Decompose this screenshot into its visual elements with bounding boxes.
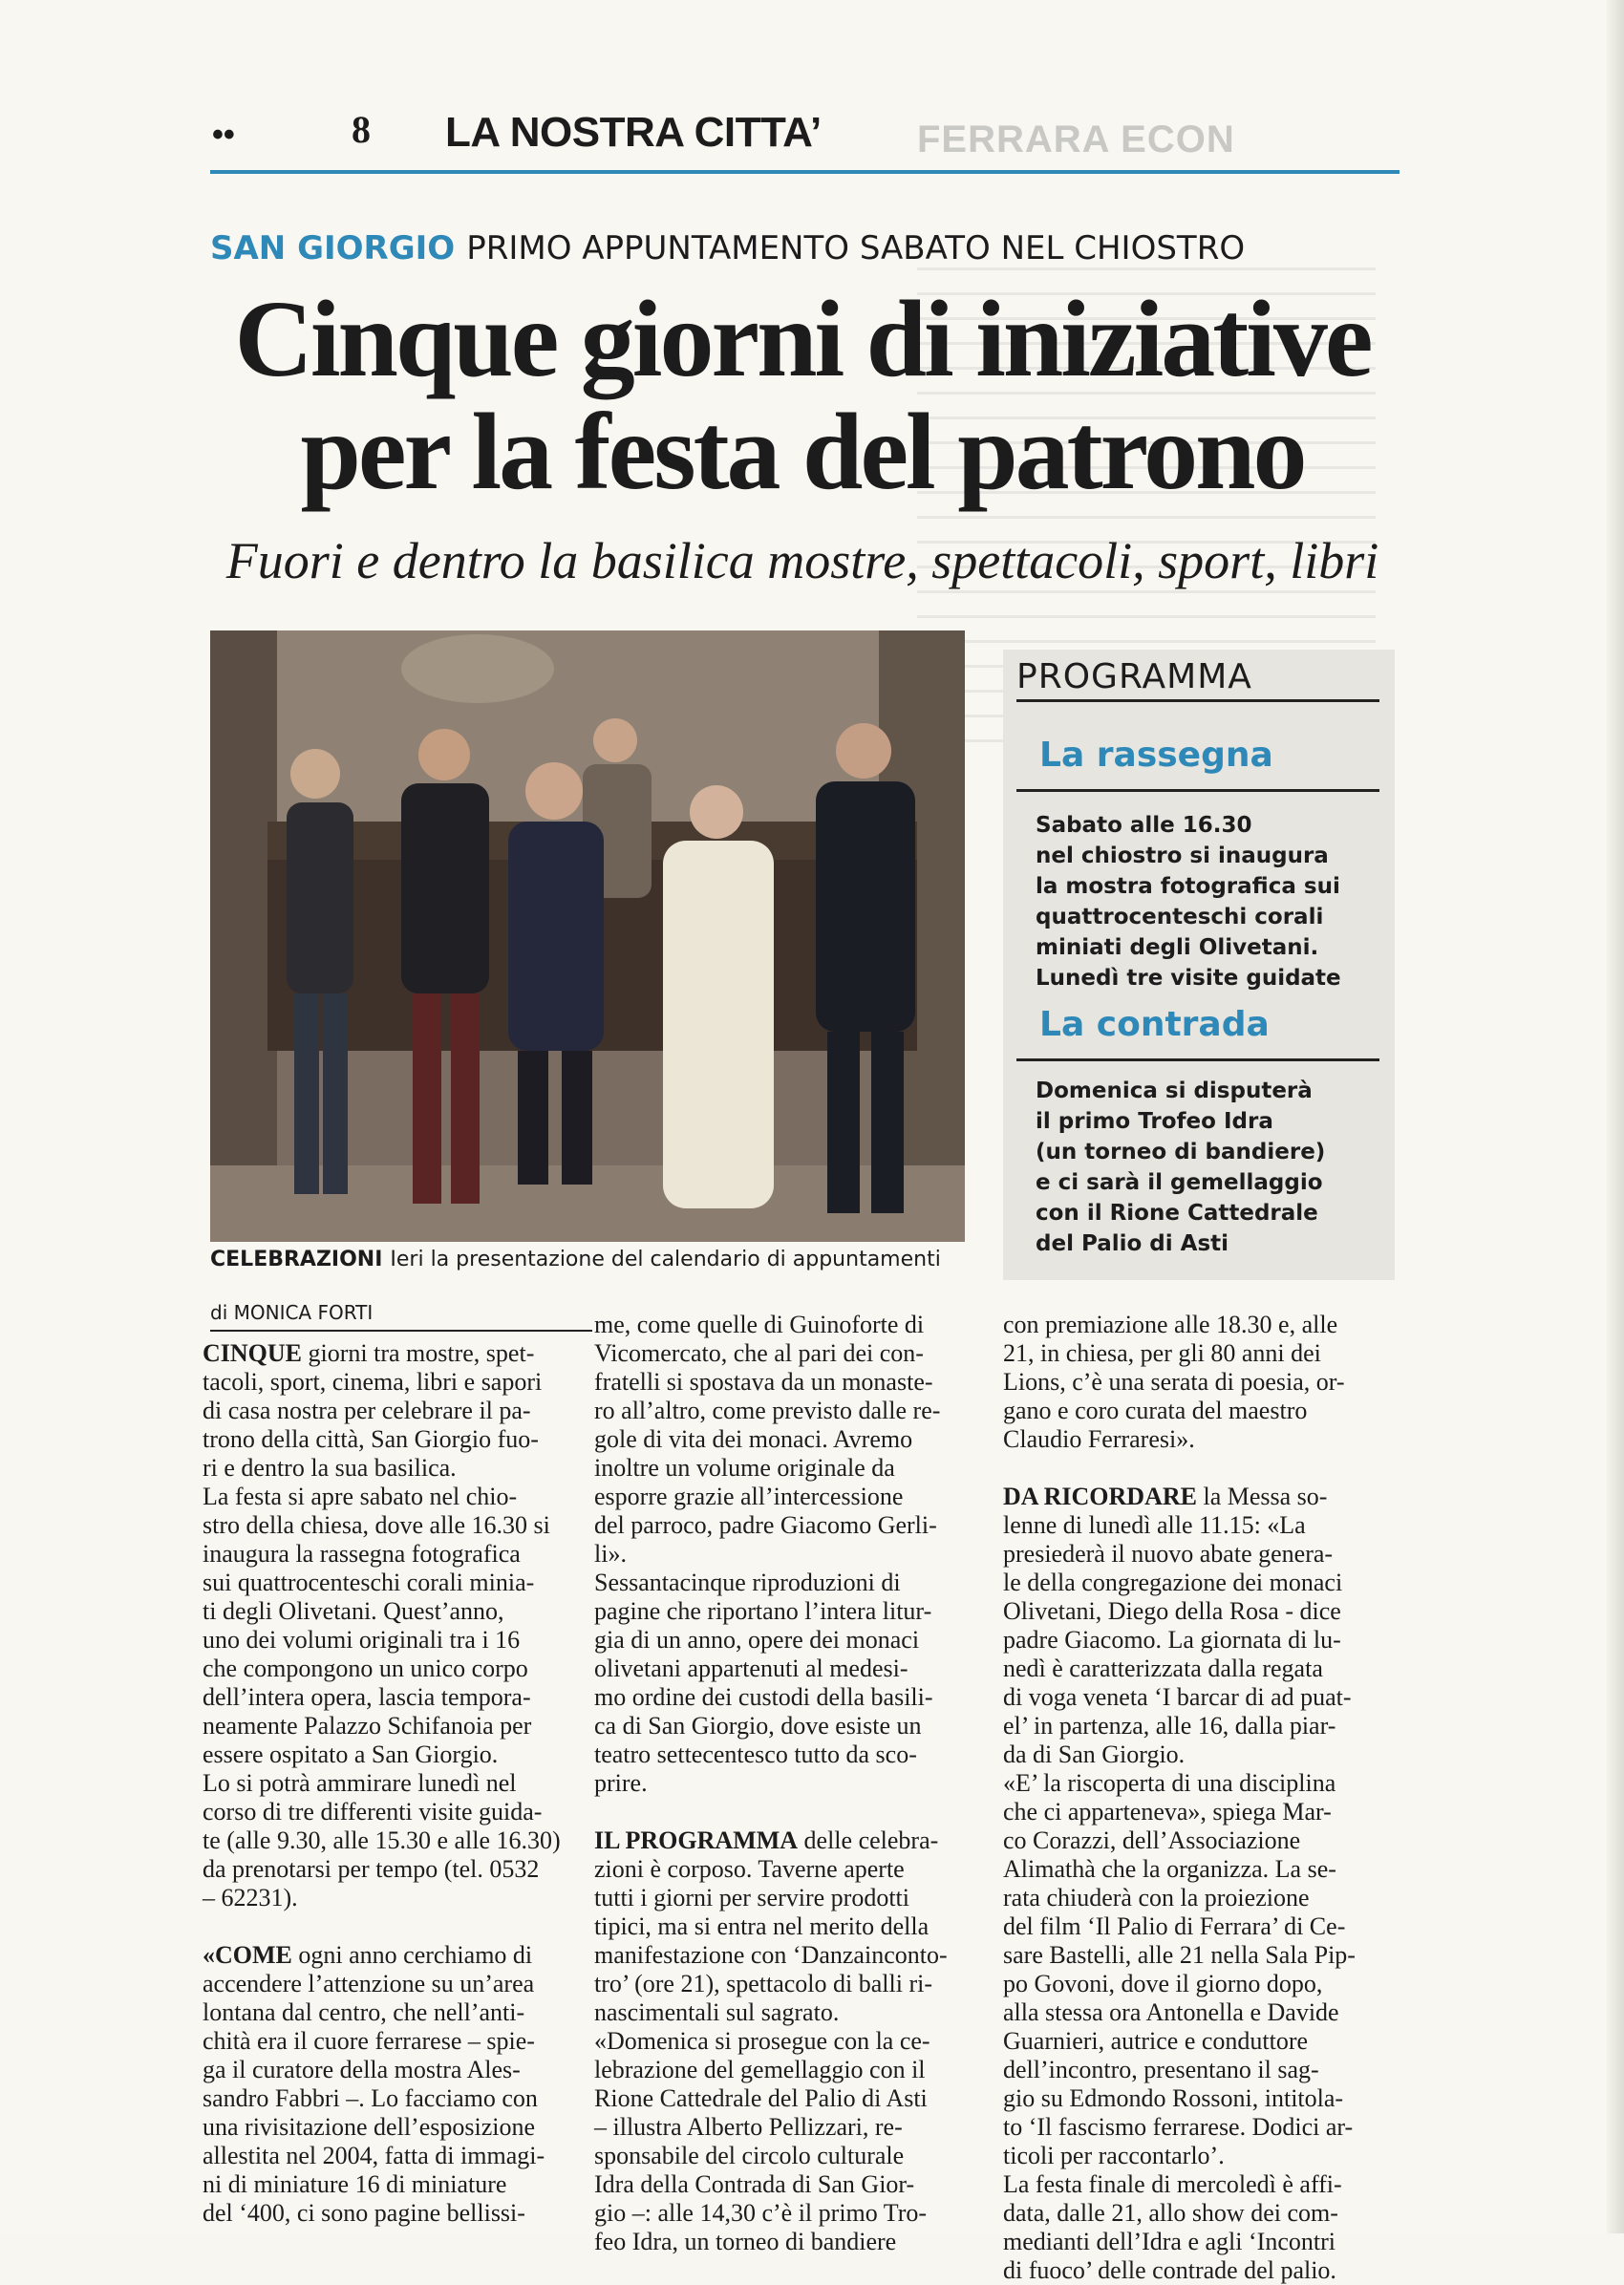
contrada-line: (un torneo di bandiere)	[1036, 1140, 1326, 1164]
line-text: essere ospitato a San Giorgio.	[203, 1740, 499, 1768]
article-line	[594, 1912, 962, 1941]
article-line	[1003, 1798, 1371, 1826]
line-text: – 62231).	[203, 1884, 298, 1911]
kicker-text: PRIMO APPUNTAMENTO SABATO NEL CHIOSTRO	[466, 229, 1246, 267]
line-text: tutti i giorni per servire prodotti	[594, 1884, 909, 1911]
article-line	[203, 2170, 566, 2199]
rassegna-line: quattrocenteschi corali	[1036, 905, 1324, 929]
section-title-rassegna: La rassegna	[1039, 736, 1273, 775]
contrada-line: del Palio di Asti	[1036, 1231, 1229, 1256]
contrada-text	[1036, 1076, 1389, 1259]
caption-label: CELEBRAZIONI	[210, 1248, 383, 1271]
line-text: corso di tre differenti visite guida-	[203, 1798, 543, 1826]
article-line	[203, 1941, 566, 1970]
line-text: stro della chiesa, dove alle 16.30 si	[203, 1511, 550, 1539]
line-text: inaugura la rassegna fotografica	[203, 1540, 521, 1568]
article-paragraph	[594, 1311, 962, 1569]
line-text: pagine che riportano l’intera litur-	[594, 1597, 932, 1625]
section-title: LA NOSTRA CITTA’	[445, 109, 822, 156]
line-text: ti degli Olivetani. Quest’anno,	[203, 1597, 504, 1625]
byline-rule	[210, 1330, 592, 1332]
rassegna-rule	[1016, 789, 1379, 792]
line-text: dell’intera opera, lascia tempora-	[203, 1683, 531, 1711]
line-text: po Govoni, dove il giorno dopo,	[1003, 1970, 1323, 1997]
article-line	[594, 2199, 962, 2228]
contrada-line: Domenica si disputerà	[1036, 1078, 1313, 1103]
article-line	[203, 1855, 566, 1884]
rassegna-line: nel chiostro si inaugura	[1036, 844, 1329, 868]
article-line	[594, 2056, 962, 2084]
article-line	[203, 1998, 566, 2027]
article-paragraph	[1003, 1311, 1371, 1454]
line-text: me, come quelle di Guinoforte di	[594, 1311, 925, 1338]
article-line	[203, 1483, 566, 1511]
article-column-2	[594, 1311, 962, 2256]
article-line	[1003, 1597, 1371, 1626]
line-text: ga il curatore della mostra Ales-	[203, 2056, 521, 2083]
line-text: gano e coro curata del maestro	[1003, 1397, 1308, 1424]
line-text: con premiazione alle 18.30 e, alle	[1003, 1311, 1338, 1338]
paragraph-lead: IL PROGRAMMA	[594, 1826, 799, 1854]
article-line	[1003, 1712, 1371, 1740]
line-text: el’ in partenza, alle 16, dalla piar-	[1003, 1712, 1336, 1740]
contrada-line: il primo Trofeo Idra	[1036, 1109, 1273, 1134]
line-text: mo ordine dei custodi della basili-	[594, 1683, 933, 1711]
contrada-line: con il Rione Cattedrale	[1036, 1201, 1318, 1226]
article-line	[594, 1483, 962, 1511]
line-text: allestita nel 2004, fatta di immagi-	[203, 2142, 545, 2169]
rassegna-line: Sabato alle 16.30	[1036, 813, 1252, 838]
masthead-dots: ••	[212, 117, 235, 153]
article-line	[594, 1769, 962, 1798]
article-column-1	[203, 1339, 566, 2228]
article-line	[1003, 1683, 1371, 1712]
article-line	[1003, 2170, 1371, 2199]
line-text: alla stessa ora Antonella e Davide	[1003, 1998, 1339, 2026]
line-text: presiederà il nuovo abate genera-	[1003, 1540, 1334, 1568]
line-text: da prenotarsi per tempo (tel. 0532	[203, 1855, 540, 1883]
line-text: La festa finale di mercoledì è affi-	[1003, 2170, 1342, 2198]
line-text: sandro Fabbri –. Lo facciamo con	[203, 2084, 538, 2112]
article-line	[1003, 1397, 1371, 1425]
line-text: tipici, ma si entra nel merito della	[594, 1912, 930, 1940]
rassegna-text	[1036, 810, 1389, 993]
rassegna-line: la mostra fotografica sui	[1036, 874, 1340, 899]
article-line	[203, 2199, 566, 2228]
article-line	[1003, 1970, 1371, 1998]
line-text: Guarnieri, autrice e conduttore	[1003, 2027, 1309, 2055]
programma-box	[1003, 650, 1395, 1280]
article-line	[1003, 1855, 1371, 1884]
article-line	[1003, 1483, 1371, 1511]
article-line	[203, 1540, 566, 1569]
line-text: to ‘Il fascismo ferrarese. Dodici ar-	[1003, 2113, 1354, 2141]
article-line	[594, 1425, 962, 1454]
kicker-location: SAN GIORGIO	[210, 229, 456, 267]
line-text: Alimathà che la organizza. La se-	[1003, 1855, 1336, 1883]
line-text: Sessantacinque riproduzioni di	[594, 1569, 901, 1596]
line-text: gio –: alle 14,30 c’è il primo Tro-	[594, 2199, 928, 2227]
caption-text: Ieri la presentazione del calendario di appuntamenti	[390, 1248, 941, 1271]
masthead-rule	[210, 170, 1400, 174]
article-line	[594, 2142, 962, 2170]
line-text: che ci apparteneva», spiega Mar-	[1003, 1798, 1332, 1826]
line-text: del parroco, padre Giacomo Gerli-	[594, 1511, 937, 1539]
page-number: 8	[352, 108, 371, 151]
line-text: di voga veneta ‘I barcar di ad puat-	[1003, 1683, 1352, 1711]
line-text: delle celebra-	[803, 1826, 939, 1854]
article-line	[594, 2084, 962, 2113]
article-paragraph	[203, 1769, 566, 1912]
section-title-contrada: La contrada	[1039, 1005, 1270, 1044]
article-paragraph	[1003, 1769, 1371, 2170]
article-paragraph	[594, 2027, 962, 2256]
article-line	[203, 2027, 566, 2056]
line-text: da di San Giorgio.	[1003, 1740, 1186, 1768]
article-line	[203, 2084, 566, 2113]
article-line	[594, 1855, 962, 1884]
article-line	[1003, 2027, 1371, 2056]
article-line	[203, 1740, 566, 1769]
paragraph-lead: CINQUE	[203, 1339, 303, 1367]
article-line	[1003, 1769, 1371, 1798]
line-text: uno dei volumi originali tra i 16	[203, 1626, 521, 1654]
article-line	[203, 1397, 566, 1425]
scan-edge-shadow	[1607, 0, 1624, 2233]
article-paragraph	[203, 1941, 566, 2228]
article-paragraph	[203, 1483, 566, 1769]
line-text: neamente Palazzo Schifanoia per	[203, 1712, 532, 1740]
line-text: accendere l’attenzione su un’area	[203, 1970, 535, 1997]
article-line	[1003, 2228, 1371, 2256]
contrada-line: e ci sarà il gemellaggio	[1036, 1170, 1323, 1195]
line-text: Claudio Ferraresi».	[1003, 1425, 1195, 1453]
line-text: tro’ (ore 21), spettacolo di balli ri-	[594, 1970, 933, 1997]
line-text: sare Bastelli, alle 21 nella Sala Pip-	[1003, 1941, 1356, 1969]
article-line	[594, 2170, 962, 2199]
article-line	[1003, 1998, 1371, 2027]
article-line	[203, 1569, 566, 1597]
article-line	[594, 1511, 962, 1540]
line-text: padre Giacomo. La giornata di lu-	[1003, 1626, 1341, 1654]
article-column-3	[1003, 1311, 1371, 2285]
article-line	[203, 2056, 566, 2084]
article-line	[1003, 1826, 1371, 1855]
article-paragraph	[594, 1826, 962, 2027]
article-line	[1003, 1655, 1371, 1683]
line-text: ticoli per raccontarlo’.	[1003, 2142, 1225, 2169]
article-line	[1003, 1569, 1371, 1597]
article-line	[1003, 2113, 1371, 2142]
article-line	[594, 1683, 962, 1712]
line-text: Idra della Contrada di San Gior-	[594, 2170, 915, 2198]
article-line	[203, 1655, 566, 1683]
line-text: che compongono un unico corpo	[203, 1655, 528, 1682]
article-line	[203, 1511, 566, 1540]
line-text: «E’ la riscoperta di una disciplina	[1003, 1769, 1336, 1797]
line-text: li».	[594, 1540, 627, 1568]
article-line	[1003, 2199, 1371, 2228]
article-line	[594, 1454, 962, 1483]
article-line	[1003, 1626, 1371, 1655]
line-text: La festa si apre sabato nel chio-	[203, 1483, 518, 1510]
programma-header: PROGRAMMA	[1016, 657, 1252, 696]
line-text: data, dalle 21, allo show dei com-	[1003, 2199, 1338, 2227]
line-text: teatro settecentesco tutto da sco-	[594, 1740, 917, 1768]
rassegna-line: Lunedì tre visite guidate	[1036, 966, 1341, 991]
article-line	[203, 1884, 566, 1912]
line-text: nedì è caratterizzata dalla regata	[1003, 1655, 1323, 1682]
line-text: ri e dentro la sua basilica.	[203, 1454, 457, 1482]
article-line	[203, 1626, 566, 1655]
article-line	[203, 1683, 566, 1712]
paragraph-lead: DA RICORDARE	[1003, 1483, 1197, 1510]
article-line	[1003, 1740, 1371, 1769]
article-line	[203, 1339, 566, 1368]
article-line	[594, 2113, 962, 2142]
byline: di MONICA FORTI	[210, 1301, 374, 1324]
article-line	[594, 1740, 962, 1769]
article-line	[594, 2228, 962, 2256]
line-text: giorni tra mostre, spet-	[308, 1339, 535, 1367]
article-line	[594, 1712, 962, 1740]
line-text: lebrazione del gemellaggio con il	[594, 2056, 926, 2083]
line-text: Olivetani, Diego della Rosa - dice	[1003, 1597, 1341, 1625]
article-line	[594, 1397, 962, 1425]
line-text: lontana dal centro, che nell’anti-	[203, 1998, 525, 2026]
line-text: di fuoco’ delle contrade del palio.	[1003, 2256, 1336, 2284]
article-deck: Fuori e dentro la basilica mostre, spettacoli, sport, libri	[225, 532, 1379, 589]
article-line	[594, 1569, 962, 1597]
line-text: tacoli, sport, cinema, libri e sapori	[203, 1368, 543, 1396]
article-line	[1003, 1941, 1371, 1970]
article-paragraph	[1003, 2170, 1371, 2285]
line-text: una rivisitazione dell’esposizione	[203, 2113, 536, 2141]
article-line	[203, 1425, 566, 1454]
article-line	[203, 1454, 566, 1483]
article-line	[203, 1712, 566, 1740]
article-line	[203, 1597, 566, 1626]
line-text: gio su Edmondo Rossoni, intitola-	[1003, 2084, 1344, 2112]
article-kicker	[210, 229, 1395, 267]
line-text: «Domenica si prosegue con la ce-	[594, 2027, 930, 2055]
article-line	[594, 1540, 962, 1569]
line-text: – illustra Alberto Pellizzari, re-	[594, 2113, 903, 2141]
article-headline	[210, 278, 1395, 512]
line-text: ogni anno cerchiamo di	[298, 1941, 533, 1969]
line-text: fratelli si spostava da un monaste-	[594, 1368, 933, 1396]
line-text: inoltre un volume originale da	[594, 1454, 895, 1482]
line-text: del film ‘Il Palio di Ferrara’ di Ce-	[1003, 1912, 1346, 1940]
line-text: te (alle 9.30, alle 15.30 e alle 16.30)	[203, 1826, 561, 1854]
line-text: ca di San Giorgio, dove esiste un	[594, 1712, 922, 1740]
line-text: feo Idra, un torneo di bandiere	[594, 2228, 897, 2255]
article-line	[594, 1597, 962, 1626]
line-text: rata chiuderà con la proiezione	[1003, 1884, 1310, 1911]
article-line	[1003, 2256, 1371, 2285]
article-paragraph	[594, 1569, 962, 1798]
article-line	[594, 1368, 962, 1397]
line-text: del ‘400, ci sono pagine bellissi-	[203, 2199, 525, 2227]
article-line	[1003, 1884, 1371, 1912]
line-text: le della congregazione dei monaci	[1003, 1569, 1343, 1596]
article-line	[1003, 1511, 1371, 1540]
article-paragraph	[203, 1339, 566, 1483]
line-text: dell’incontro, presentano il sag-	[1003, 2056, 1319, 2083]
headline-line-2: per la festa del patrono	[300, 391, 1305, 512]
article-line	[1003, 2084, 1371, 2113]
adjacent-page-title: FERRARA ECON	[917, 118, 1235, 160]
line-text: sponsabile del circolo culturale	[594, 2142, 905, 2169]
headline-line-1: Cinque giorni di iniziative	[234, 278, 1371, 399]
rassegna-line: miniati degli Olivetani.	[1036, 935, 1319, 960]
photo-caption	[210, 1248, 974, 1271]
line-text: zioni è corposo. Taverne aperte	[594, 1855, 905, 1883]
article-line	[1003, 1368, 1371, 1397]
article-line	[1003, 1540, 1371, 1569]
article-line	[203, 1368, 566, 1397]
line-text: esporre grazie all’intercessione	[594, 1483, 904, 1510]
programma-header-rule	[1016, 699, 1379, 702]
article-line	[1003, 2056, 1371, 2084]
article-line	[594, 1339, 962, 1368]
article-line	[1003, 1311, 1371, 1339]
article-line	[594, 1826, 962, 1855]
article-line	[1003, 2142, 1371, 2170]
line-text: Lions, c’è una serata di poesia, or-	[1003, 1368, 1345, 1396]
line-text: prire.	[594, 1769, 648, 1797]
article-line	[594, 1655, 962, 1683]
article-line	[594, 1311, 962, 1339]
article-line	[203, 1769, 566, 1798]
line-text: gole di vita dei monaci. Avremo	[594, 1425, 913, 1453]
article-line	[594, 1884, 962, 1912]
article-line	[203, 1970, 566, 1998]
paragraph-lead: «COME	[203, 1941, 292, 1969]
article-line	[594, 1626, 962, 1655]
contrada-rule	[1016, 1058, 1379, 1061]
line-text: Vicomercato, che al pari dei con-	[594, 1339, 924, 1367]
line-text: Rione Cattedrale del Palio di Asti	[594, 2084, 928, 2112]
article-line	[594, 2027, 962, 2056]
line-text: ro all’altro, come previsto dalle re-	[594, 1397, 941, 1424]
article-line	[203, 1798, 566, 1826]
article-line	[1003, 1339, 1371, 1368]
article-line	[594, 1998, 962, 2027]
article-line	[203, 2113, 566, 2142]
article-line	[594, 1941, 962, 1970]
page-masthead	[210, 105, 1400, 172]
article-line	[594, 1970, 962, 1998]
line-text: manifestazione con ‘Danzainconto-	[594, 1941, 948, 1969]
group-photo-illustration	[210, 630, 965, 1242]
article-line	[203, 2142, 566, 2170]
line-text: trono della città, San Giorgio fuo-	[203, 1425, 539, 1453]
line-text: nascimentali sul sagrato.	[594, 1998, 840, 2026]
article-line	[1003, 1912, 1371, 1941]
line-text: olivetani appartenuti al medesi-	[594, 1655, 908, 1682]
line-text: sui quattrocenteschi corali minia-	[203, 1569, 535, 1596]
line-text: la Messa so-	[1203, 1483, 1328, 1510]
line-text: Lo si potrà ammirare lunedì nel	[203, 1769, 517, 1797]
line-text: ni di miniature 16 di miniature	[203, 2170, 507, 2198]
article-paragraph	[1003, 1483, 1371, 1769]
line-text: co Corazzi, dell’Associazione	[1003, 1826, 1301, 1854]
line-text: gia di un anno, opere dei monaci	[594, 1626, 920, 1654]
line-text: lenne di lunedì alle 11.15: «La	[1003, 1511, 1306, 1539]
line-text: 21, in chiesa, per gli 80 anni dei	[1003, 1339, 1321, 1367]
line-text: chità era il cuore ferrarese – spie-	[203, 2027, 535, 2055]
line-text: di casa nostra per celebrare il pa-	[203, 1397, 531, 1424]
article-line	[1003, 1425, 1371, 1454]
article-line	[203, 1826, 566, 1855]
line-text: medianti dell’Idra e agli ‘Incontri	[1003, 2228, 1336, 2255]
group-photo	[210, 630, 965, 1242]
